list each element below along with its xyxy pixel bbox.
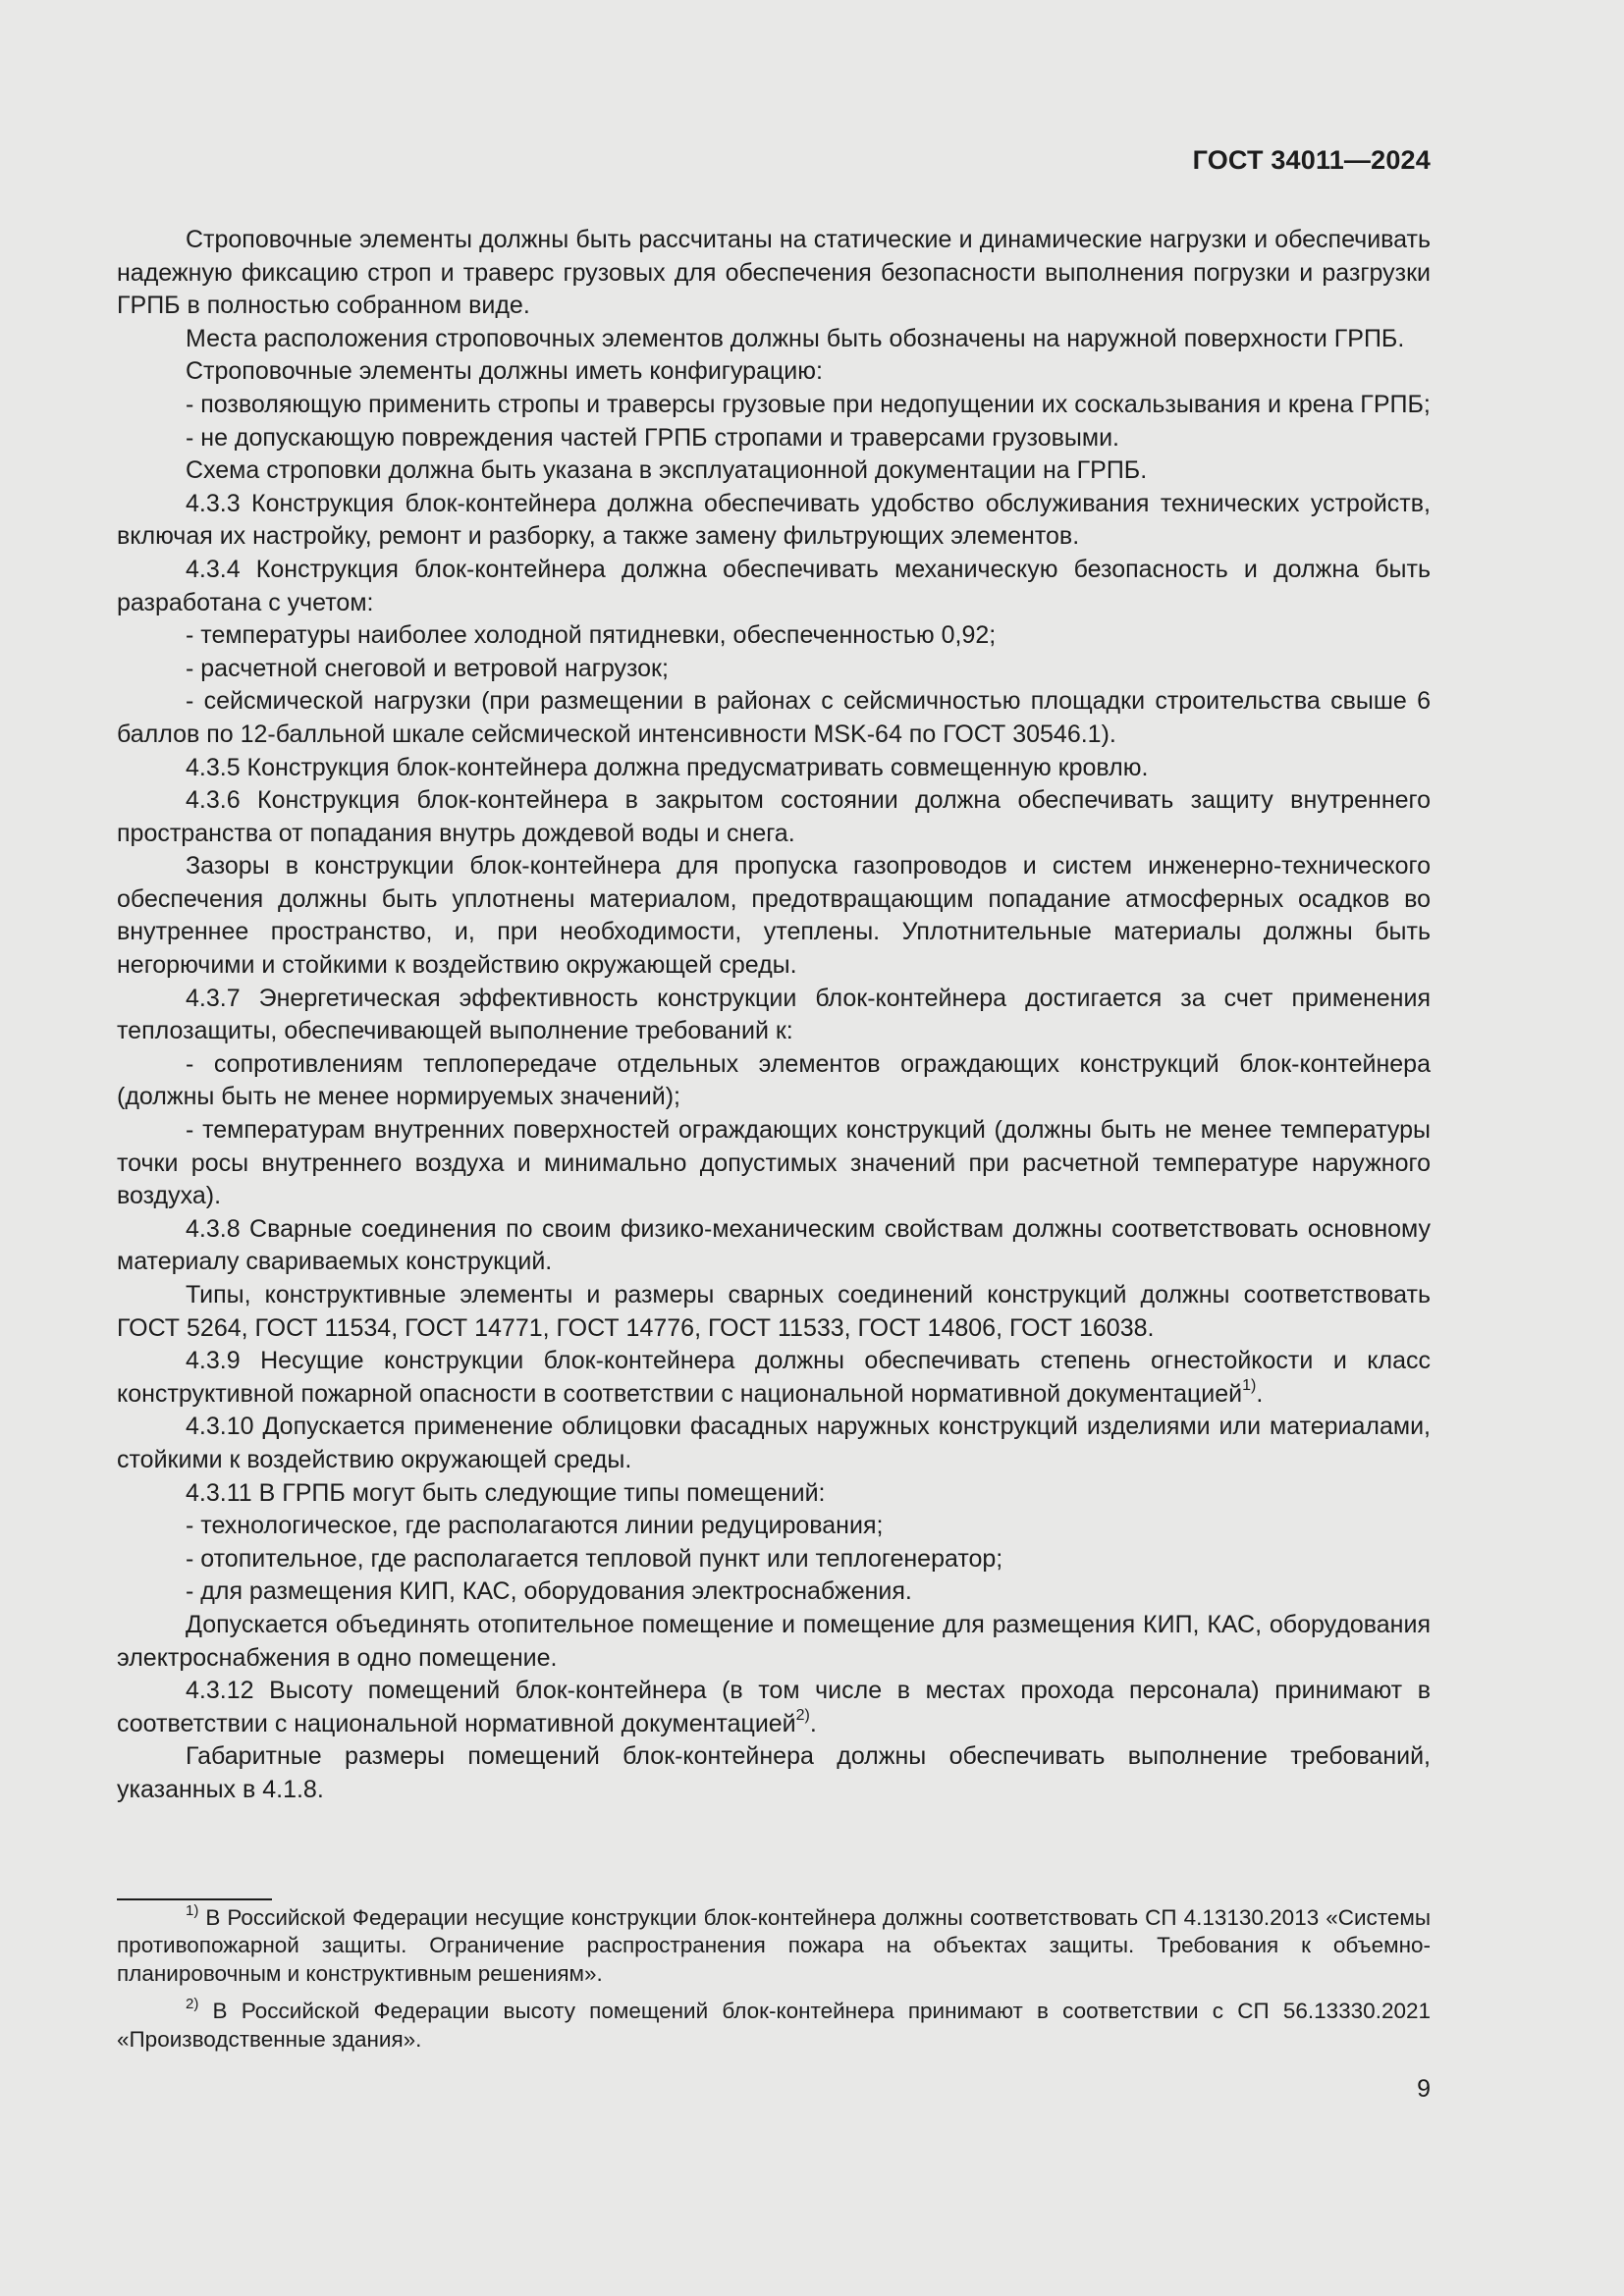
list-item: - температурам внутренних поверхностей ограждающих конструкций (должны быть не менее температуры точки росы внутреннего воздуха и минимально допустимых значений при расчетной температуре наружного воздуха).: [117, 1116, 1431, 1210]
paragraph: Габаритные размеры помещений блок-контейнера должны обеспечивать выполнение требований, указанных в 4.1.8.: [117, 1742, 1431, 1803]
footnote-divider: [117, 1898, 272, 1900]
clause-4-3-8: 4.3.8 Сварные соединения по своим физико-механическим свойствам должны соответствовать основному материалу свариваемых конструкций.: [117, 1214, 1431, 1276]
list-item: - температуры наиболее холодной пятидневки, обеспеченностью 0,92;: [186, 621, 997, 650]
footnote-ref[interactable]: 2): [795, 1707, 810, 1725]
paragraph: Строповочные элементы должны быть рассчитаны на статические и динамические нагрузки и обеспечивать надежную фиксацию строп и траверс грузовых для обеспечения безопасности выполнения погрузки и разгрузки ГРПБ в полностью собранном виде.: [117, 226, 1431, 320]
list-item: - не допускающую повреждения частей ГРПБ стропами и траверсами грузовыми.: [186, 423, 1119, 452]
paragraph: Строповочные элементы должны иметь конфигурацию:: [186, 357, 823, 386]
clause-4-3-10: 4.3.10 Допускается применение облицовки фасадных наружных конструкций изделиями или материалами, стойкими к воздействию окружающей среды.: [117, 1413, 1431, 1473]
document-code-header: ГОСТ 34011—2024: [1192, 145, 1431, 175]
page-number: 9: [1417, 2075, 1431, 2103]
list-item: - сейсмической нагрузки (при размещении в районах с сейсмичностью площадки строительства свыше 6 баллов по 12-балльной шкале сейсмической интенсивности MSK-64 по ГОСТ 30546.1).: [117, 687, 1431, 748]
paragraph: Допускается объединять отопительное помещение и помещение для размещения КИП, КАС, оборудования электроснабжения в одно помещение.: [117, 1610, 1431, 1672]
clause-4-3-7: 4.3.7 Энергетическая эффективность конструкции блок-контейнера достигается за счет применения теплозащиты, обеспечивающей выполнение требований к:: [117, 984, 1431, 1045]
clause-4-3-3: 4.3.3 Конструкция блок-контейнера должна обеспечивать удобство обслуживания технических устройств, включая их настройку, ремонт и разборку, а также замену фильтрующих элементов.: [117, 489, 1431, 551]
footnote-mark: 2): [186, 1995, 199, 2012]
body-text: [117, 224, 1431, 1807]
paragraph: Места расположения строповочных элементов должны быть обозначены на наружной поверхности ГРПБ.: [186, 324, 1405, 352]
list-item: - позволяющую применить стропы и траверсы грузовые при недопущении их соскальзывания и крена ГРПБ;: [186, 390, 1431, 418]
list-item: - расчетной снеговой и ветровой нагрузок;: [186, 654, 669, 682]
footnote-ref[interactable]: 1): [1242, 1377, 1257, 1395]
list-item: - технологическое, где располагаются линии редуцирования;: [186, 1512, 884, 1540]
clause-4-3-11: 4.3.11 В ГРПБ могут быть следующие типы помещений:: [186, 1478, 826, 1507]
clause-4-3-9: 4.3.9 Несущие конструкции блок-контейнера должны обеспечивать степень огнестойкости и класс конструктивной пожарной опасности в соответствии с национальной нормативной документацией$^{1)}$.: [117, 1347, 1431, 1408]
clause-4-3-5: 4.3.5 Конструкция блок-контейнера должна предусматривать совмещенную кровлю.: [186, 753, 1149, 781]
paragraph: Типы, конструктивные элементы и размеры сварных соединений конструкций должны соответствовать ГОСТ 5264, ГОСТ 11534, ГОСТ 14771, ГОСТ 14776, ГОСТ 11533, ГОСТ 14806, ГОСТ 16038.: [117, 1281, 1431, 1342]
footnote: $^{1)}$ В Российской Федерации несущие конструкции блок-контейнера должны соответствовать СП 4.13130.2013 «Системы противопожарной защиты. Ограничение распространения пожара на объектах защиты. Требования к объемно-планировочным и конструктивным решениям».: [117, 1901, 1431, 1986]
list-item: - отопительное, где располагается тепловой пункт или теплогенератор;: [186, 1544, 1003, 1573]
paragraph: Зазоры в конструкции блок-контейнера для пропуска газопроводов и систем инженерно-технического обеспечения должны быть уплотнены материалом, предотвращающим попадание атмосферных осадков во внутреннее пространство, и, при необходимости, утеплены. Уплотнительные материалы должны быть негорючими и стойкими к воздействию окружающей среды.: [117, 852, 1431, 980]
clause-4-3-6: 4.3.6 Конструкция блок-контейнера в закрытом состоянии должна обеспечивать защиту внутреннего пространства от попадания внутрь дождевой воды и снега.: [117, 786, 1431, 847]
clause-4-3-4: 4.3.4 Конструкция блок-контейнера должна обеспечивать механическую безопасность и должна быть разработана с учетом:: [117, 555, 1431, 616]
list-item: - сопротивлениям теплопередаче отдельных элементов ограждающих конструкций блок-контейнера (должны быть не менее нормируемых значений);: [117, 1049, 1431, 1111]
list-item: - для размещения КИП, КАС, оборудования электроснабжения.: [186, 1577, 912, 1606]
clause-4-3-12: 4.3.12 Высоту помещений блок-контейнера (в том числе в местах прохода персонала) принимают в соответствии с национальной нормативной документацией$^{2)}$.: [117, 1677, 1431, 1737]
footnotes: [117, 1901, 1431, 2063]
footnote-mark: 1): [186, 1901, 199, 1919]
paragraph: Схема строповки должна быть указана в эксплуатационной документации на ГРПБ.: [186, 456, 1148, 485]
footnote: $^{2)}$ В Российской Федерации высоту помещений блок-контейнера принимают в соответствии с СП 56.13330.2021 «Производственные здания».: [117, 1995, 1431, 2052]
